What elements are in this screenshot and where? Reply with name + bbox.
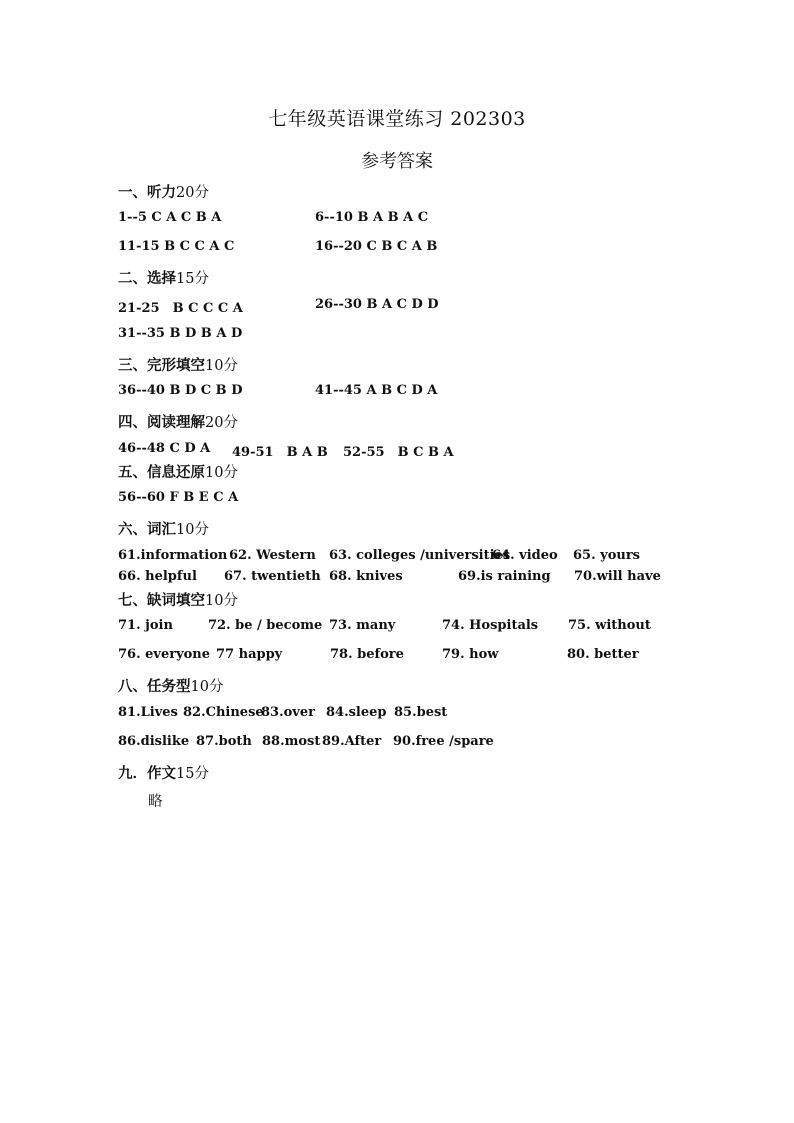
section-label: 八、任务型 — [118, 678, 191, 695]
answer-item: 76. everyone — [118, 647, 211, 662]
answer-item: 61.information — [118, 548, 228, 563]
answer-row — [0, 441, 794, 459]
answer-group: 31--35 B D B A D — [118, 326, 243, 341]
section-label: 二、选择 — [118, 270, 176, 287]
answer-item: 72. be / become — [208, 618, 323, 633]
answer-group: 26--30 B A C D D — [315, 297, 439, 312]
section-label: 六、词汇 — [118, 521, 176, 538]
answer-item: 90.free /spare — [393, 734, 494, 749]
essay-note: 略 — [148, 794, 163, 810]
section-heading-cloze — [118, 354, 238, 375]
section-heading-essay — [118, 762, 209, 783]
section-heading-task — [118, 675, 223, 696]
answer-group: 11-15 B C C A C — [118, 239, 235, 254]
answer-row — [0, 647, 794, 665]
answer-item: 81.Lives — [118, 705, 178, 720]
section-points: 15分 — [176, 271, 209, 287]
answer-item: 64. video — [492, 548, 558, 563]
section-heading-listening — [118, 181, 209, 202]
section-label: 七、缺词填空 — [118, 592, 205, 609]
answer-item: 70.will have — [574, 569, 661, 584]
answer-item: 71. join — [118, 618, 173, 633]
answer-item: 87.both — [196, 734, 252, 749]
section-label: 九．作文 — [118, 765, 176, 782]
section-points: 15分 — [176, 766, 209, 782]
page-title: 七年级英语课堂练习 202303 — [268, 108, 526, 130]
answer-item: 84.sleep — [326, 705, 387, 720]
answer-item: 82.Chinese — [183, 705, 264, 720]
answer-item: 63. colleges /universities — [329, 548, 511, 563]
answer-item: 65. yours — [573, 548, 640, 563]
answer-group: 46--48 C D A — [118, 441, 211, 456]
answer-row — [0, 383, 794, 401]
answer-row — [0, 239, 794, 257]
answer-item: 69.is raining — [458, 569, 551, 584]
answer-row — [0, 705, 794, 723]
section-heading-reading — [118, 411, 238, 432]
answer-item: 78. before — [330, 647, 404, 662]
answer-group: 56--60 F B E C A — [118, 490, 239, 505]
section-heading-fill-words — [118, 589, 238, 610]
section-points: 20分 — [176, 185, 209, 201]
answer-row — [0, 326, 794, 344]
section-heading-vocabulary — [118, 518, 209, 539]
section-heading-choice — [118, 267, 209, 288]
answer-group: 49-51 B A B — [232, 445, 328, 460]
section-points: 10分 — [205, 358, 238, 374]
section-label: 三、完形填空 — [118, 357, 205, 374]
section-label: 一、听力 — [118, 184, 176, 201]
section-points: 10分 — [205, 465, 238, 481]
answer-item: 66. helpful — [118, 569, 197, 584]
answer-row — [0, 548, 794, 566]
section-points: 10分 — [176, 522, 209, 538]
answer-item: 79. how — [442, 647, 499, 662]
answer-item: 89.After — [322, 734, 382, 749]
answer-group: 52-55 B C B A — [343, 445, 454, 460]
section-heading-info-restore — [118, 461, 238, 482]
answer-row — [0, 569, 794, 587]
answer-item: 67. twentieth — [224, 569, 321, 584]
page-subtitle: 参考答案 — [361, 151, 433, 172]
answer-group: 21-25 B C C C A — [118, 301, 243, 316]
answer-item: 62. Western — [229, 548, 316, 563]
answer-row — [0, 618, 794, 636]
answer-item: 86.dislike — [118, 734, 190, 749]
answer-row — [0, 490, 794, 508]
answer-item: 80. better — [567, 647, 639, 662]
answer-group: 36--40 B D C B D — [118, 383, 243, 398]
answer-row — [0, 734, 794, 752]
answer-row — [0, 210, 794, 228]
answer-row — [0, 297, 794, 315]
section-points: 10分 — [190, 679, 224, 695]
answer-item: 75. without — [568, 618, 651, 633]
answer-item: 74. Hospitals — [442, 618, 539, 633]
answer-item: 85.best — [394, 705, 448, 720]
section-points: 20分 — [205, 415, 238, 431]
answer-item: 88.most — [262, 734, 321, 749]
answer-item: 77 happy — [216, 647, 283, 662]
answer-item: 68. knives — [329, 569, 403, 584]
answer-item: 73. many — [329, 618, 396, 633]
answer-group: 41--45 A B C D A — [315, 383, 438, 398]
section-label: 四、阅读理解 — [118, 414, 205, 431]
section-points: 10分 — [205, 593, 238, 609]
section-label: 五、信息还原 — [118, 464, 205, 481]
answer-group: 16--20 C B C A B — [315, 239, 438, 254]
answer-group: 1--5 C A C B A — [118, 210, 222, 225]
answer-item: 83.over — [261, 705, 315, 720]
answer-group: 6--10 B A B A C — [315, 210, 429, 225]
